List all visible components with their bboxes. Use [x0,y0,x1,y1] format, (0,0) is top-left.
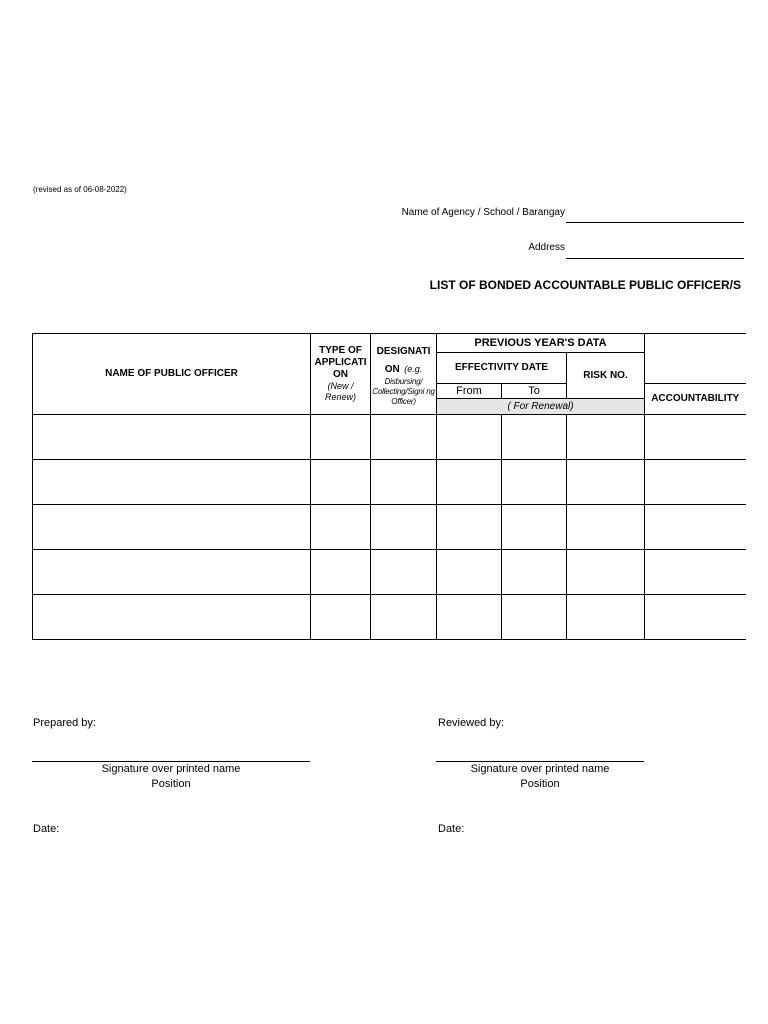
accountability-blank-top [645,334,746,384]
table-row [33,505,746,550]
table-cell[interactable] [567,415,645,460]
prepared-signature-caption [32,762,310,792]
effectivity-date-header [437,353,567,384]
for-renewal-text: ( For Renewal) [507,401,574,412]
table-row [33,415,746,460]
table-cell[interactable] [311,595,371,640]
table-cell[interactable] [645,550,746,595]
table-cell[interactable] [567,460,645,505]
table-cell[interactable] [437,415,502,460]
designation-header-text: DESIGNATI ON [376,346,431,375]
name-header-text: NAME OF PUBLIC OFFICER [105,368,238,379]
table-cell[interactable] [311,415,371,460]
type-header-sub: (New / Renew) [324,381,356,402]
table-cell[interactable] [371,505,437,550]
prepared-position-text: Position [151,778,191,790]
table-cell[interactable] [567,505,645,550]
table-cell[interactable] [502,415,567,460]
table-row [33,550,746,595]
table-row [33,460,746,505]
table-cell[interactable] [371,595,437,640]
table-cell[interactable] [33,505,311,550]
table-cell[interactable] [311,550,371,595]
table-cell[interactable] [645,460,746,505]
prev-year-text: PREVIOUS YEAR'S DATA [474,337,607,349]
table-cell[interactable] [502,505,567,550]
address-label: Address [528,242,565,253]
prepared-date-label: Date: [33,823,60,835]
name-of-officer-header [33,334,311,415]
risk-text: RISK NO. [583,369,628,381]
table-cell[interactable] [437,460,502,505]
reviewed-by-label: Reviewed by: [438,717,505,729]
to-text: To [528,385,540,397]
table-cell[interactable] [645,595,746,640]
designation-header-eg: (e.g. [404,364,423,374]
designation-header-sub: Disbursing/ Collecting/Signi ng Officer) [372,377,435,406]
reviewed-signature-caption [436,762,644,792]
reviewed-sig-text: Signature over printed name [470,763,610,775]
table-cell[interactable] [311,505,371,550]
table-cell[interactable] [437,505,502,550]
for-renewal-note [437,399,645,415]
table-cell[interactable] [311,460,371,505]
agency-field-line[interactable] [566,222,744,223]
revision-note: (revised as of 06-08-2022) [33,185,127,194]
table-cell[interactable] [502,550,567,595]
table-cell[interactable] [437,550,502,595]
table-cell[interactable] [371,460,437,505]
effectivity-text: EFFECTIVITY DATE [455,362,548,373]
from-text: From [456,385,482,397]
table-cell[interactable] [502,460,567,505]
accountability-header [645,384,746,415]
type-of-application-header [311,334,371,415]
table-cell[interactable] [645,505,746,550]
reviewed-date-label: Date: [438,823,465,835]
table-cell[interactable] [371,415,437,460]
prepared-sig-text: Signature over printed name [101,763,241,775]
table-cell[interactable] [567,595,645,640]
previous-year-data-header [437,334,645,353]
table-cell[interactable] [645,415,746,460]
table-cell[interactable] [33,415,311,460]
table-cell[interactable] [502,595,567,640]
table-cell[interactable] [33,550,311,595]
agency-label: Name of Agency / School / Barangay [401,207,565,218]
table-cell[interactable] [371,550,437,595]
table-cell[interactable] [567,550,645,595]
to-header [502,384,567,399]
reviewed-position-text: Position [520,778,560,790]
address-field-line[interactable] [566,258,744,259]
table-cell[interactable] [33,595,311,640]
form-title: LIST OF BONDED ACCOUNTABLE PUBLIC OFFICER/S [429,278,741,292]
prepared-by-label: Prepared by: [33,717,96,729]
designation-header [371,334,437,415]
table-cell[interactable] [33,460,311,505]
from-header [437,384,502,399]
table-cell[interactable] [437,595,502,640]
table-row [33,595,746,640]
risk-no-header [567,353,645,399]
officers-table [32,333,746,640]
accountability-text: ACCOUNTABILITY [651,393,740,404]
type-header-text: TYPE OF APPLICATI ON [314,345,367,380]
